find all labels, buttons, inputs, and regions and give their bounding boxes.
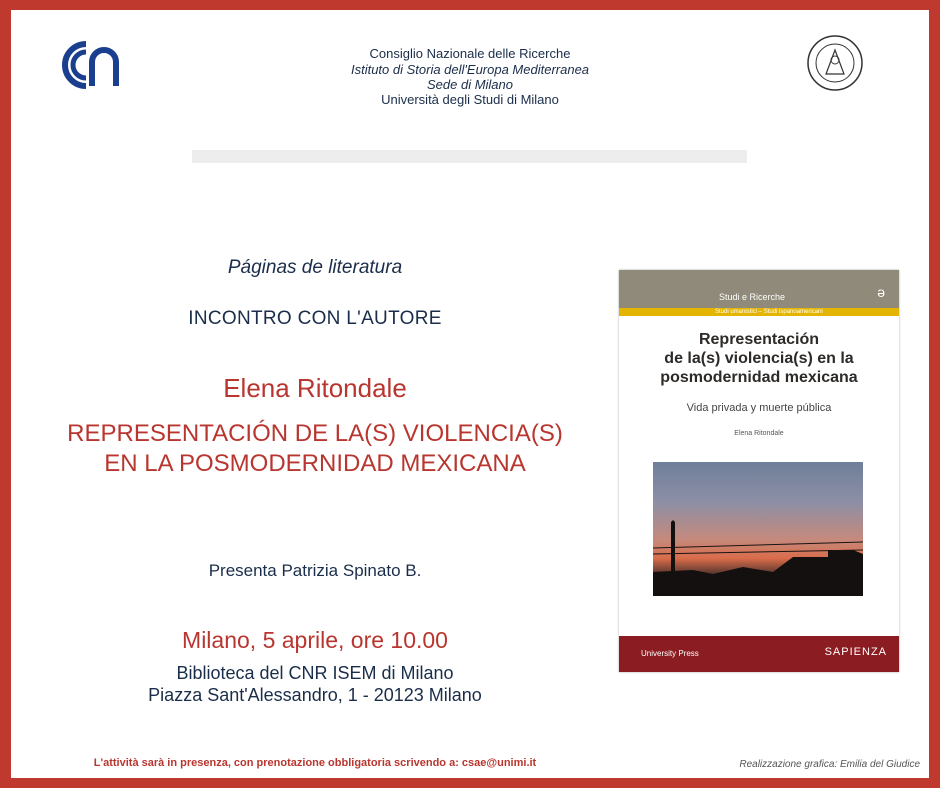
book-cover <box>619 270 899 672</box>
cover-publisher: University Press <box>641 649 699 658</box>
cnr-logo-icon <box>60 40 120 90</box>
cover-brand: SAPIENZA <box>824 646 887 658</box>
open-access-icon: ə <box>877 284 885 300</box>
book-title-line-1: REPRESENTACIÓN DE LA(S) VIOLENCIA(S) <box>67 420 563 447</box>
header-line-2: Istituto di Storia dell'Europa Mediterranea <box>350 62 590 77</box>
unimi-seal-icon <box>806 34 864 92</box>
author-name: Elena Ritondale <box>223 373 407 403</box>
cover-photo-sunset <box>653 462 863 596</box>
venue-line-2: Piazza Sant'Alessandro, 1 - 20123 Milano <box>148 685 482 705</box>
cover-subseries: Studi umanistici – Studi ispanoamericani <box>715 309 823 315</box>
header-divider <box>192 150 747 163</box>
presenter: Presenta Patrizia Spinato B. <box>208 561 422 580</box>
event-type: INCONTRO CON L'AUTORE <box>188 308 442 329</box>
cover-series: Studi e Ricerche <box>719 292 786 302</box>
design-credit: Realizzazione grafica: Emilia del Giudice <box>739 759 920 770</box>
cover-title-line-1: Representación <box>698 331 820 348</box>
venue-line-1: Biblioteca del CNR ISEM di Milano <box>176 663 454 683</box>
reservation-note: L'attività sarà in presenza, con prenotazione obbligatoria scrivendo a: csae@unimi.it <box>93 757 537 769</box>
cover-title-line-3: posmodernidad mexicana <box>660 369 858 386</box>
book-title <box>20 419 610 479</box>
event-date: Milano, 5 aprile, ore 10.00 <box>182 627 448 653</box>
cover-title <box>619 330 899 387</box>
book-title-line-2: EN LA POSMODERNIDAD MEXICANA <box>104 450 526 477</box>
cover-author: Elena Ritondale <box>734 430 784 437</box>
cover-top-band <box>619 270 899 308</box>
header-line-3: Sede di Milano <box>427 77 513 92</box>
cover-title-line-2: de la(s) violencia(s) en la <box>664 350 854 367</box>
event-venue <box>20 662 610 706</box>
cover-subtitle: Vida privada y muerte pública <box>686 402 832 414</box>
series-name: Páginas de literatura <box>227 257 403 278</box>
institution-header <box>250 46 690 108</box>
header-line-4: Università degli Studi di Milano <box>381 92 559 107</box>
header-line-1: Consiglio Nazionale delle Ricerche <box>369 46 571 61</box>
silhouette-image <box>653 462 863 596</box>
